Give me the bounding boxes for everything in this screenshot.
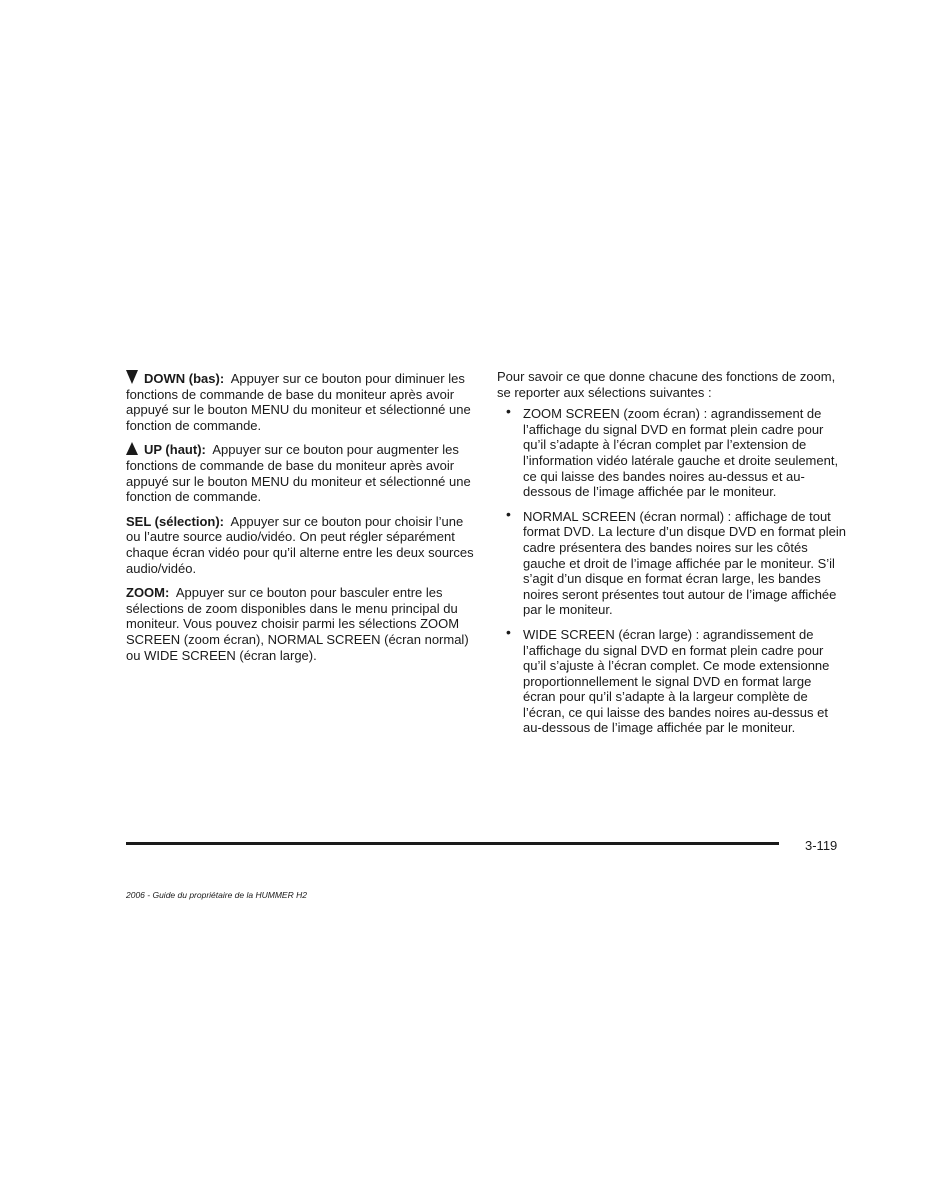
- bullet-text: NORMAL SCREEN (écran normal) : affichage de tout format DVD. La lecture d’un disque DVD en format plein cadre présentera des bandes noires sur les côtés gauche et droit de l’image affichée par le moniteur. S’il s’agit d’un disque en format écran large, les bandes noires seront présentes tout autour de l’image affichée par le moniteur.: [523, 508, 846, 618]
- zoom-paragraph: [126, 585, 476, 663]
- sel-label: SEL (sélection):: [126, 513, 225, 529]
- bullet-icon: •: [506, 623, 511, 640]
- up-triangle-icon: [126, 442, 138, 455]
- down-triangle-icon: [126, 370, 138, 384]
- list-item: [497, 505, 847, 618]
- down-label: DOWN (bas):: [144, 371, 225, 386]
- down-text: Appuyer sur ce bouton pour diminuer les fonctions de commande de base du moniteur après avoir appuyé sur le bouton MENU du moniteur et sélectionné une fonction de commande.: [126, 371, 471, 433]
- footer-rule: [126, 842, 779, 845]
- list-item: [497, 403, 847, 500]
- bullet-icon: •: [506, 403, 511, 420]
- zoom-intro: Pour savoir ce que donne chacune des fonctions de zoom, se reporter aux sélections suivantes :: [497, 369, 836, 400]
- zoom-label: ZOOM:: [126, 585, 170, 601]
- footer-text: 2006 - Guide du propriétaire de la HUMMER H2: [126, 890, 307, 900]
- up-label: UP (haut):: [144, 442, 206, 458]
- right-column: [497, 369, 847, 745]
- up-text: Appuyer sur ce bouton pour augmenter les fonctions de commande de base du moniteur après avoir appuyé sur le bouton MENU du moniteur et sélectionné une fonction de commande.: [126, 442, 471, 505]
- sel-paragraph: [126, 514, 476, 576]
- zoom-options-list: [497, 403, 847, 736]
- zoom-text: Appuyer sur ce bouton pour basculer entre les sélections de zoom disponibles dans le menu principal du moniteur. Vous pouvez choisir parmi les sélections ZOOM SCREEN (zoom écran), NORMAL SCREEN (écran normal) ou WIDE SCREEN (écran large).: [126, 585, 469, 663]
- sel-text: Appuyer sur ce bouton pour choisir l’une ou l’autre source audio/vidéo. On peut régler séparément chaque écran vidéo pour qu’il alterne entre les deux sources audio/vidéo.: [126, 513, 474, 576]
- bullet-text: ZOOM SCREEN (zoom écran) : agrandissement de l’affichage du signal DVD en format plein cadre pour qu’il s’adapte à l’écran complet par l’extension de l’information vidéo latérale gauche et droite seulement, ce qui laisse des bandes noires au-dessus et au-dessous de l’image affichée par le moniteur.: [523, 406, 839, 500]
- bullet-text: WIDE SCREEN (écran large) : agrandissement de l’affichage du signal DVD en format plein cadre pour qu’il s’ajuste à l’écran complet. Ce mode extensionne proportionnellement le signal DVD en format large écran pour qu’il s’adapte à la largeur complète de l’écran, ce qui laisse des bandes noires au-dessus et au-dessous de l’image affichée par le moniteur.: [523, 626, 830, 736]
- list-item: [497, 623, 847, 736]
- bullet-icon: •: [506, 505, 511, 522]
- down-paragraph: [126, 370, 476, 433]
- page-number: 3-119: [805, 838, 838, 853]
- up-paragraph: [126, 442, 476, 504]
- left-column: [126, 370, 476, 672]
